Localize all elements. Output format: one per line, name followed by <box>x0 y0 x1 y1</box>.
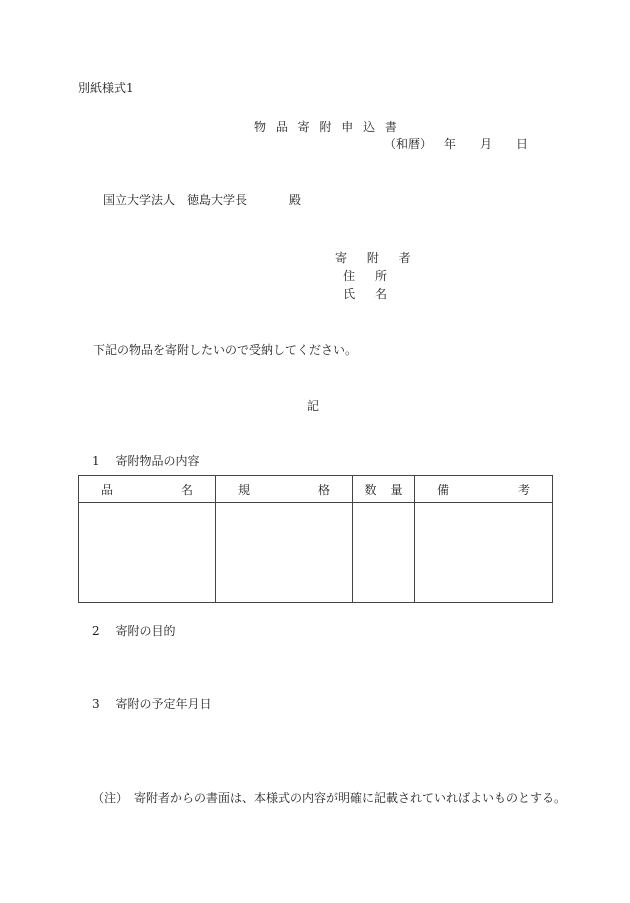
header-remarks <box>415 476 553 503</box>
request-text: 下記の物品を寄附したいので受納してください。 <box>93 343 358 357</box>
header-item-name-right: 名 <box>180 482 193 497</box>
section-2-heading <box>92 624 175 638</box>
section-3-title: 寄附の予定年月日 <box>115 697 212 711</box>
name-label: 氏 名 <box>343 287 395 301</box>
table-header-row <box>79 476 553 503</box>
address-label: 住 所 <box>343 269 395 283</box>
section-3-heading <box>92 697 211 711</box>
table-row <box>79 503 553 603</box>
donor-block <box>335 249 419 303</box>
date-era: （和暦） <box>384 137 433 151</box>
donor-label: 寄 附 者 <box>335 251 419 265</box>
header-quantity-right: 量 <box>390 482 403 497</box>
date-day: 日 <box>516 137 529 151</box>
date-line <box>384 137 528 151</box>
date-year: 年 <box>444 137 457 151</box>
cell-quantity[interactable] <box>353 503 415 603</box>
header-remarks-left: 備 <box>437 482 450 497</box>
header-quantity <box>353 476 415 503</box>
header-item-name <box>79 476 216 503</box>
section-1-title: 寄附物品の内容 <box>115 454 200 468</box>
section-1-number: 1 <box>92 454 100 468</box>
header-quantity-left: 数 <box>364 482 377 497</box>
section-1-heading <box>92 454 199 468</box>
recipient-line <box>103 193 301 207</box>
items-table <box>78 475 553 603</box>
header-spec <box>216 476 353 503</box>
section-2-number: 2 <box>92 624 100 638</box>
cell-remarks[interactable] <box>415 503 553 603</box>
recipient-org: 国立大学法人 徳島大学長 <box>103 193 248 207</box>
form-label: 別紙様式1 <box>78 81 134 95</box>
recipient-honorific: 殿 <box>289 193 302 207</box>
date-month: 月 <box>480 137 493 151</box>
section-3-number: 3 <box>92 697 100 711</box>
header-spec-right: 格 <box>317 482 330 497</box>
document-title: 物 品 寄 附 申 込 書 <box>254 120 400 134</box>
header-spec-left: 規 <box>238 482 251 497</box>
section-2-title: 寄附の目的 <box>115 624 176 638</box>
note-text: （注） 寄附者からの書面は、本様式の内容が明確に記載されていればよいものとする。 <box>92 791 567 805</box>
ki-label: 記 <box>307 399 320 413</box>
cell-item-name[interactable] <box>79 503 216 603</box>
header-item-name-left: 品 <box>101 482 114 497</box>
cell-spec[interactable] <box>216 503 353 603</box>
header-remarks-right: 考 <box>517 482 530 497</box>
